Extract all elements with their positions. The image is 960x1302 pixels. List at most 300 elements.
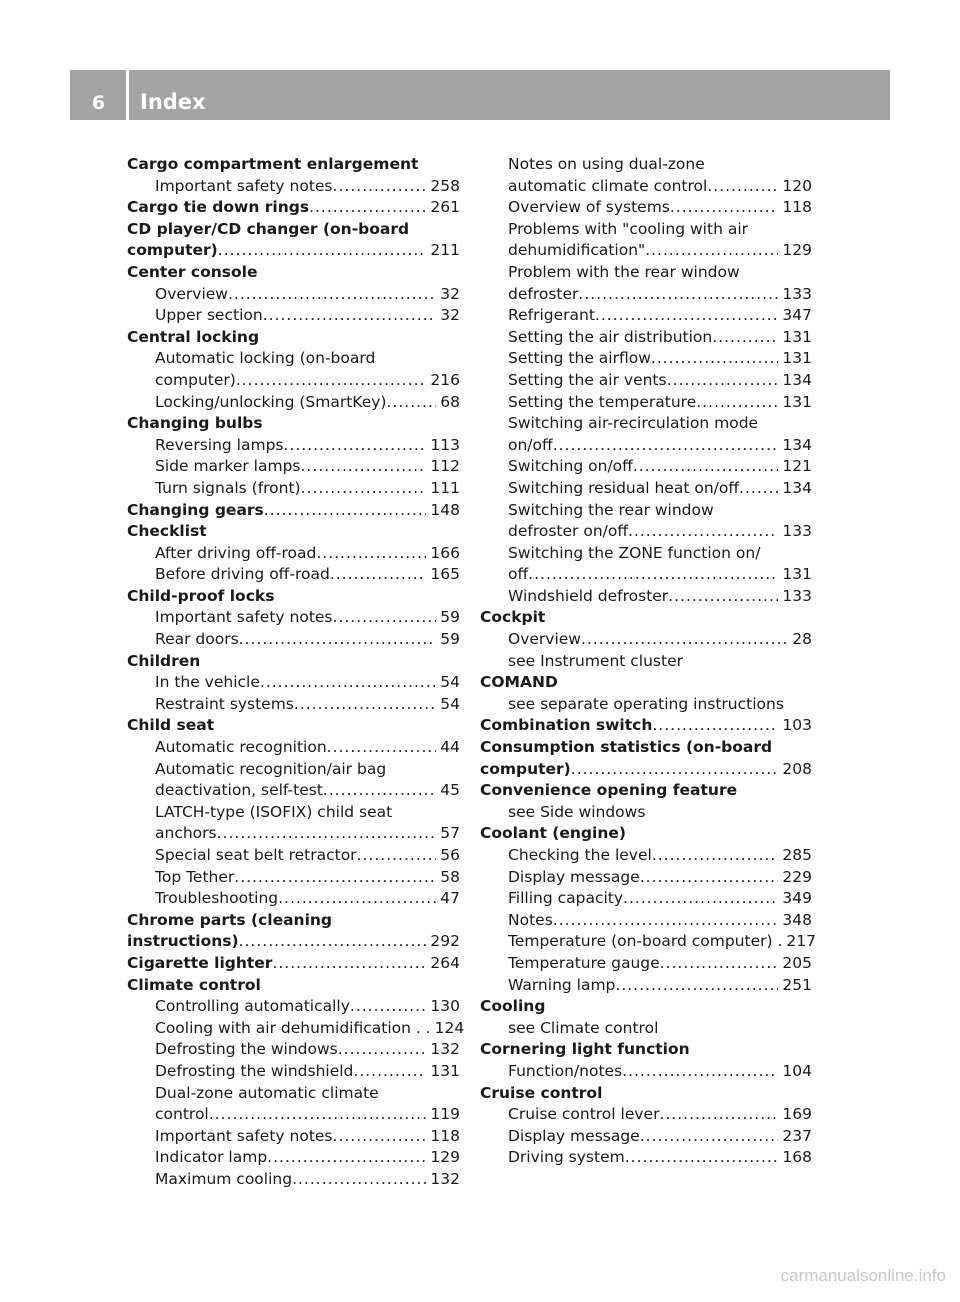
entry-text: Automatic recognition xyxy=(155,738,327,757)
index-entry-subitem xyxy=(127,607,460,629)
index-entry-subitem xyxy=(127,672,460,694)
index-entry-heading xyxy=(480,672,812,694)
index-line xyxy=(480,197,812,219)
index-entry-heading xyxy=(127,327,460,349)
index-entry-subitem xyxy=(480,802,812,824)
entry-text: Temperature (on-board computer) . xyxy=(508,932,783,951)
entry-text: Consumption statistics (on-board xyxy=(480,738,773,757)
index-entry-subitem xyxy=(480,500,812,543)
dot-leader xyxy=(263,305,437,327)
page-reference: 134 xyxy=(782,370,812,389)
page-reference: 45 xyxy=(440,781,460,800)
page-reference: 292 xyxy=(430,932,460,951)
entry-text: Switching the ZONE function on/ xyxy=(508,543,761,562)
index-entry-subitem xyxy=(480,262,812,305)
index-line xyxy=(127,953,460,975)
index-entry-subitem xyxy=(480,586,812,608)
entry-text: Convenience opening feature xyxy=(480,781,738,800)
index-entry-subitem xyxy=(127,176,460,198)
page-reference: 132 xyxy=(430,1040,460,1059)
entry-text: Automatic recognition/air bag xyxy=(155,759,387,778)
entry-text: Problems with "cooling with air xyxy=(508,219,748,238)
entry-text: Cooling with air dehumidification . . xyxy=(155,1018,431,1037)
index-line xyxy=(480,1147,812,1169)
entry-text: Checking the level xyxy=(508,846,652,864)
page-reference: 348 xyxy=(782,910,812,929)
dot-leader xyxy=(292,1169,426,1191)
index-line xyxy=(127,996,460,1018)
entry-text: Indicator lamp xyxy=(155,1148,268,1167)
entry-text: Child seat xyxy=(127,716,215,735)
index-line xyxy=(127,672,460,694)
index-entry-subitem xyxy=(480,1061,812,1083)
dot-leader xyxy=(239,629,437,651)
page-reference: 118 xyxy=(782,198,812,217)
entry-text: Setting the temperature xyxy=(508,392,697,411)
entry-text: After driving off-road xyxy=(155,543,317,562)
dot-leader xyxy=(571,759,779,781)
page-reference: 211 xyxy=(430,241,460,260)
entry-text: Driving system xyxy=(508,1148,625,1167)
page-reference: 134 xyxy=(782,478,812,497)
dot-leader xyxy=(623,888,778,910)
index-entry-subitem xyxy=(480,478,812,500)
page-reference: 32 xyxy=(440,284,460,303)
index-line xyxy=(480,392,812,414)
page-reference: 32 xyxy=(440,306,460,325)
index-entry-subitem xyxy=(127,456,460,478)
index-line xyxy=(480,845,812,867)
dot-leader xyxy=(267,1147,426,1169)
entry-text: Dual-zone automatic climate xyxy=(155,1083,379,1102)
page-reference: 103 xyxy=(782,716,812,735)
index-entry-subitem xyxy=(127,802,460,845)
entry-text: Changing gears xyxy=(127,500,264,519)
index-line xyxy=(480,867,812,889)
page-reference: 148 xyxy=(430,500,460,519)
dot-leader xyxy=(707,176,778,198)
index-entry-heading xyxy=(480,996,812,1018)
index-line xyxy=(127,197,460,219)
page-reference: 131 xyxy=(430,1061,460,1080)
index-entry-heading xyxy=(127,219,460,262)
index-line xyxy=(127,564,460,586)
dot-leader xyxy=(659,1104,778,1126)
index-entry-subitem xyxy=(480,348,812,370)
entry-text: anchors xyxy=(155,824,217,843)
page-reference: 229 xyxy=(782,867,812,886)
dot-leader xyxy=(301,456,427,478)
index-entry-subitem xyxy=(127,867,460,889)
index-entry-heading xyxy=(480,1039,812,1061)
entry-text: Before driving off-road xyxy=(155,565,330,584)
entry-text: Side marker lamps xyxy=(155,457,301,476)
dot-leader xyxy=(272,953,426,975)
entry-text: control xyxy=(155,1105,209,1124)
index-line xyxy=(480,1126,812,1148)
dot-leader xyxy=(260,672,436,694)
index-line xyxy=(127,456,460,478)
entry-text: Refrigerant xyxy=(508,306,595,325)
page-reference: 130 xyxy=(430,997,460,1016)
index-entry-subitem xyxy=(127,305,460,327)
dot-leader xyxy=(625,1147,779,1169)
page-reference: 258 xyxy=(430,176,460,195)
entry-text: Setting the air vents xyxy=(508,370,667,389)
entry-text: on/off xyxy=(508,435,553,454)
index-line xyxy=(480,327,812,349)
index-entry-subitem xyxy=(480,154,812,197)
page-reference: 54 xyxy=(440,694,460,713)
entry-text: LATCH-type (ISOFIX) child seat xyxy=(155,802,393,821)
index-line xyxy=(480,975,812,997)
page-reference: 347 xyxy=(782,306,812,325)
entry-text: Restraint systems xyxy=(155,694,294,713)
page-reference: 264 xyxy=(430,953,460,972)
dot-leader xyxy=(333,176,427,198)
dot-leader xyxy=(578,284,778,306)
index-line xyxy=(127,305,460,327)
page-reference: 349 xyxy=(782,889,812,908)
index-line xyxy=(480,1104,812,1126)
index-entry-heading xyxy=(127,413,460,435)
entry-text: computer) xyxy=(155,370,236,389)
entry-text: Cargo tie down rings xyxy=(127,198,310,217)
entry-text: Cruise control xyxy=(480,1083,603,1102)
entry-text: automatic climate control xyxy=(508,176,708,195)
page-reference: 166 xyxy=(430,543,460,562)
index-line xyxy=(480,910,812,932)
dot-leader xyxy=(330,564,427,586)
index-entry-subitem xyxy=(480,694,812,716)
index-entry-subitem xyxy=(480,305,812,327)
dot-leader xyxy=(228,284,436,306)
entry-text: Central locking xyxy=(127,327,260,346)
entry-text: Cornering light function xyxy=(480,1040,690,1059)
index-line xyxy=(480,521,812,543)
index-entry-subitem xyxy=(127,543,460,565)
index-entry-heading xyxy=(127,715,460,737)
dot-leader xyxy=(696,392,778,414)
page-reference: 112 xyxy=(430,457,460,476)
entry-text: Turn signals (front) xyxy=(155,478,301,497)
entry-text: see Climate control xyxy=(508,1018,659,1037)
page-reference: 165 xyxy=(430,565,460,584)
index-line xyxy=(480,456,812,478)
page-reference: 131 xyxy=(782,565,812,584)
index-entry-subitem xyxy=(480,413,812,456)
index-column-right xyxy=(480,154,816,1169)
index-entry-heading xyxy=(127,953,460,975)
entry-text: Filling capacity xyxy=(508,889,624,908)
dot-leader xyxy=(595,305,779,327)
dot-leader xyxy=(628,521,778,543)
dot-leader xyxy=(357,845,437,867)
entry-text: Troubleshooting xyxy=(155,889,279,908)
entry-text: Combination switch xyxy=(480,716,653,735)
index-entry-subitem xyxy=(480,845,812,867)
dot-leader xyxy=(333,607,437,629)
index-line xyxy=(127,478,460,500)
dot-leader xyxy=(316,543,426,565)
entry-text: Changing bulbs xyxy=(127,414,263,433)
index-entry-subitem xyxy=(480,456,812,478)
index-entry-subitem xyxy=(127,564,460,586)
index-entry-heading xyxy=(480,823,812,845)
index-entry-subitem xyxy=(480,370,812,392)
entry-text: Defrosting the windshield xyxy=(155,1061,354,1080)
page-reference: 121 xyxy=(782,457,812,476)
index-line xyxy=(127,1126,460,1148)
index-entry-subitem xyxy=(127,348,460,391)
page-reference: 113 xyxy=(430,435,460,454)
entry-text: computer) xyxy=(480,759,571,778)
page-reference: 217 xyxy=(786,932,816,951)
index-entry-heading xyxy=(127,197,460,219)
index-entry-subitem xyxy=(480,1018,812,1040)
entry-text: Reversing lamps xyxy=(155,435,284,454)
entry-text: Warning lamp xyxy=(508,975,616,994)
entry-text: Notes on using dual-zone xyxy=(508,155,705,173)
page-reference: 54 xyxy=(440,673,460,692)
index-entry-subitem xyxy=(127,1061,460,1083)
page-reference: 134 xyxy=(782,435,812,454)
index-entry-subitem xyxy=(127,996,460,1018)
index-line xyxy=(480,284,812,306)
page-title: Index xyxy=(140,90,206,114)
entry-text: Automatic locking (on-board xyxy=(155,349,376,368)
index-entry-subitem xyxy=(480,953,812,975)
dot-leader xyxy=(645,240,778,262)
index-entry-heading xyxy=(127,586,460,608)
index-line xyxy=(127,780,460,802)
dot-leader xyxy=(668,586,778,608)
index-line xyxy=(127,1104,460,1126)
index-entry-subitem xyxy=(127,392,460,414)
entry-text: see separate operating instructions xyxy=(508,694,784,713)
entry-text: Switching on/off xyxy=(508,457,633,476)
page-reference: 68 xyxy=(440,392,460,411)
dot-leader xyxy=(338,1039,427,1061)
index-entry-heading xyxy=(127,262,460,284)
dot-leader xyxy=(301,478,427,500)
index-line xyxy=(127,1061,460,1083)
index-entry-subitem xyxy=(480,629,812,651)
entry-text: Child-proof locks xyxy=(127,586,275,605)
index-line xyxy=(480,435,812,457)
entry-text: In the vehicle xyxy=(155,673,260,692)
index-entry-subitem xyxy=(127,737,460,759)
entry-text: Defrosting the windows xyxy=(155,1040,338,1059)
entry-text: Switching the rear window xyxy=(508,500,714,519)
dot-leader xyxy=(327,737,437,759)
entry-text: Cockpit xyxy=(480,608,546,627)
entry-text: Top Tether xyxy=(155,867,235,886)
index-line xyxy=(127,370,460,392)
index-line xyxy=(127,931,460,953)
index-entry-heading xyxy=(127,500,460,522)
page-reference: 132 xyxy=(430,1169,460,1188)
entry-text: Important safety notes xyxy=(155,1126,333,1145)
page-reference: 56 xyxy=(440,846,460,864)
index-line xyxy=(480,176,812,198)
index-entry-heading xyxy=(480,607,812,629)
page-reference: 111 xyxy=(430,478,460,497)
page-reference: 59 xyxy=(440,630,460,649)
page-reference: 119 xyxy=(430,1105,460,1124)
page-reference: 44 xyxy=(440,738,460,757)
index-entry-subitem xyxy=(480,867,812,889)
index-line xyxy=(127,607,460,629)
index-line xyxy=(480,305,812,327)
entry-text: Cargo compartment enlargement xyxy=(127,155,419,173)
page-reference: 131 xyxy=(782,392,812,411)
index-entry-subitem xyxy=(127,845,460,867)
entry-text: see Instrument cluster xyxy=(508,651,683,670)
watermark: carmanualsonline.info xyxy=(780,1266,946,1285)
entry-text: Children xyxy=(127,651,201,670)
entry-text: Upper section xyxy=(155,306,263,325)
index-line xyxy=(127,1169,460,1191)
index-line xyxy=(127,392,460,414)
entry-text: Locking/unlocking (SmartKey) xyxy=(155,392,387,411)
entry-text: Cigarette lighter xyxy=(127,953,273,972)
entry-text: Climate control xyxy=(127,975,261,994)
page-reference: 133 xyxy=(782,284,812,303)
index-entry-subitem xyxy=(127,759,460,802)
page-reference: 120 xyxy=(782,176,812,195)
index-line xyxy=(127,1018,465,1040)
index-line xyxy=(127,867,460,889)
dot-leader xyxy=(712,327,778,349)
dot-leader xyxy=(633,456,779,478)
entry-text: Chrome parts (cleaning xyxy=(127,910,333,929)
index-line xyxy=(127,823,460,845)
page-reference: 131 xyxy=(782,349,812,368)
page-reference: 129 xyxy=(430,1148,460,1167)
entry-text: Controlling automatically xyxy=(155,997,350,1016)
dot-leader xyxy=(386,392,436,414)
index-entry-heading xyxy=(127,521,460,543)
index-column-left xyxy=(127,154,465,1191)
page-number: 6 xyxy=(91,92,106,114)
index-entry-subitem xyxy=(127,1126,460,1148)
dot-leader xyxy=(239,931,427,953)
dot-leader xyxy=(528,564,778,586)
index-entry-heading xyxy=(480,780,812,802)
dot-leader xyxy=(309,197,426,219)
dot-leader xyxy=(640,867,779,889)
page-reference: 131 xyxy=(782,327,812,346)
entry-text: off xyxy=(508,565,529,584)
index-line xyxy=(480,478,812,500)
dot-leader xyxy=(553,435,779,457)
dot-leader xyxy=(660,953,779,975)
index-line xyxy=(127,284,460,306)
entry-text: Setting the air distribution xyxy=(508,327,713,346)
index-entry-subitem xyxy=(480,975,812,997)
index-line xyxy=(480,370,812,392)
entry-text: Notes xyxy=(508,910,553,929)
entry-text: Rear doors xyxy=(155,630,239,649)
entry-text: Setting the airflow xyxy=(508,349,651,368)
index-line xyxy=(127,1147,460,1169)
index-entry-subitem xyxy=(480,1126,812,1148)
index-line xyxy=(480,240,812,262)
index-line xyxy=(480,953,812,975)
entry-text: Function/notes xyxy=(508,1061,623,1080)
page-reference: 208 xyxy=(782,759,812,778)
page-reference: 47 xyxy=(440,889,460,908)
index-entry-subitem xyxy=(127,629,460,651)
index-line xyxy=(127,737,460,759)
index-entry-heading xyxy=(127,154,460,176)
page-reference: 205 xyxy=(782,953,812,972)
index-entry-subitem xyxy=(480,543,812,586)
page-reference: 118 xyxy=(430,1126,460,1145)
entry-text: Checklist xyxy=(127,522,207,541)
dot-leader xyxy=(209,1104,427,1126)
entry-text: Temperature gauge xyxy=(508,953,660,972)
page-reference: 133 xyxy=(782,586,812,605)
entry-text: Switching air-recirculation mode xyxy=(508,414,759,433)
dot-leader xyxy=(615,975,778,997)
dot-leader xyxy=(640,1126,779,1148)
index-line xyxy=(480,888,812,910)
index-line xyxy=(480,586,812,608)
entry-text: Switching residual heat on/off xyxy=(508,478,740,497)
index-line xyxy=(480,348,812,370)
dot-leader xyxy=(333,1126,427,1148)
page-reference: 251 xyxy=(782,975,812,994)
entry-text: Display message xyxy=(508,1126,640,1145)
entry-text: defroster xyxy=(508,284,579,303)
index-entry-subitem xyxy=(480,931,816,953)
dot-leader xyxy=(667,370,779,392)
entry-text: COMAND xyxy=(480,673,558,692)
index-entry-heading xyxy=(127,975,460,997)
entry-text: Windshield defroster xyxy=(508,586,669,605)
page-reference: 57 xyxy=(440,824,460,843)
entry-text: Center console xyxy=(127,262,258,281)
index-line xyxy=(480,564,812,586)
entry-text: Cooling xyxy=(480,997,546,1016)
index-line xyxy=(127,1039,460,1061)
index-entry-subitem xyxy=(480,392,812,414)
index-entry-subitem xyxy=(127,1018,465,1040)
index-line xyxy=(480,629,812,651)
entry-text: Maximum cooling xyxy=(155,1169,293,1188)
page-reference: 168 xyxy=(782,1148,812,1167)
dot-leader xyxy=(652,715,778,737)
index-entry-heading xyxy=(480,737,812,780)
index-entry-heading xyxy=(480,1083,812,1105)
index-line xyxy=(127,888,460,910)
dot-leader xyxy=(278,888,436,910)
dot-leader xyxy=(670,197,779,219)
index-line xyxy=(127,176,460,198)
index-entry-subitem xyxy=(127,1039,460,1061)
index-entry-heading xyxy=(480,715,812,737)
index-entry-subitem xyxy=(480,327,812,349)
index-line xyxy=(127,240,460,262)
dot-leader xyxy=(218,240,427,262)
index-entry-subitem xyxy=(127,1147,460,1169)
page-reference: 285 xyxy=(782,846,812,864)
index-entry-heading xyxy=(127,651,460,673)
dot-leader xyxy=(294,694,436,716)
index-line xyxy=(480,931,816,953)
